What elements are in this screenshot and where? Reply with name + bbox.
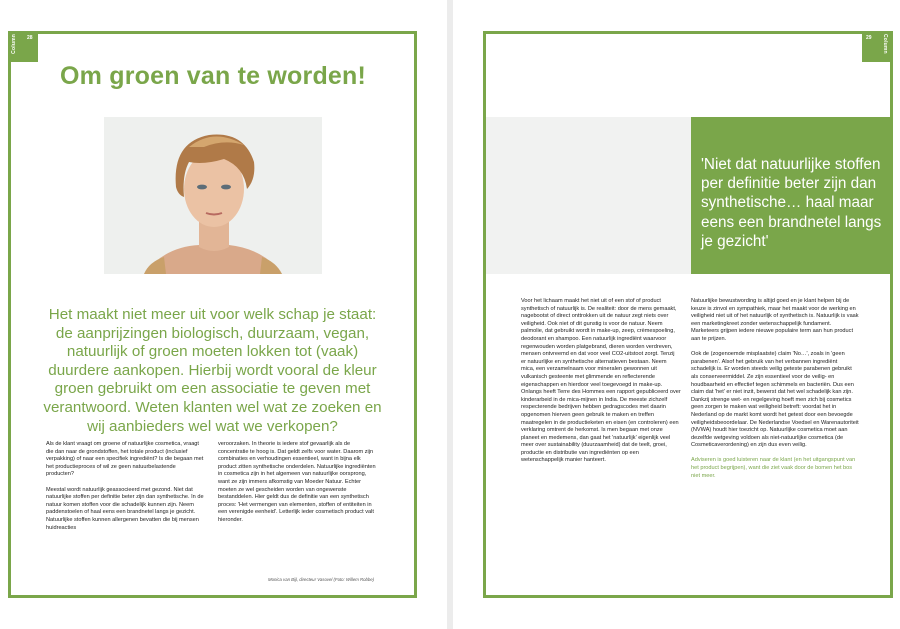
portrait-illustration — [104, 117, 322, 274]
grey-band — [486, 117, 691, 274]
left-column-2 — [218, 441, 378, 532]
pull-quote — [691, 117, 893, 274]
section-tab-label: Column — [11, 34, 17, 54]
left-column-1 — [46, 441, 204, 540]
article-title: Om groen van te worden! — [60, 62, 367, 90]
section-tab-label: Column — [882, 34, 888, 54]
page-number: 28 — [27, 35, 33, 41]
right-page — [453, 0, 900, 629]
right-column-1 — [521, 298, 681, 473]
paragraph: Voor het lichaam maakt het niet uit of een stof of product synthetisch of natuurlijk is. De realiteit: door de mens gemaakt, nagebootst of direct onttrokken uit de natuur zegt niets over veiligheid. Ook niet of dit gunstig is voor de natuur. Neem palmolie, dat gebruikt wordt in make-up, zeep, crèmespoeling, deodorant en shampoo. Een natuurlijk ingrediënt waarvoor regenwouden worden platgebrand, dieren worden verdreven, mensen ontvreemd en dat voor veel CO2-uitstoot zorgt. Tenzij er natuurlijke en synthetische alternatieven bestaan. Neem mica, een verzamelnaam voor mineralen gewonnen uit vulkanisch gesteente met glimmende en reflecterende eigenschappen en hierdoor veel toegevoegd in make-up. Onlangs heeft Terre des Hommes een rapport gepubliceerd over kinderarbeid in de mica-mijnen in India. De meeste zichzelf respecterende bedrijven hebben gedragscodes met daarin opgenomen hierven geen gebruik te maken en treffen maatregelen in de productieketen en eisen (en controleren) een verklaring omtrent de herkomst. Is men begaan met onze planeet en medemens, dan gaat het 'natuurlijk' eigenlijk veel meer over sustainability (duurzaamheid) dat de teelt, groei, productie en distributie van ingrediënten op een wetenschappelijk manier hanteert. — [521, 298, 681, 464]
closing-paragraph: Adviseren is goed luisteren naar de klant (en het uitgangspunt van het product begrijpen), want die ziet vaak door de bomen het bos niet meer. — [691, 457, 856, 479]
paragraph: Als de klant vraagt om groene of natuurlijke cosmetica, vraagt die dan naar de grondstoffen, het totale product (inclusief verpakking) of naar een specifiek ingrediënt? Is die begaan met het productieproces of wil ze geen natuurbelastende producten? — [46, 441, 204, 478]
pull-quote-text: 'Niet dat natuurlijke stoffen per definitie beter zijn dan synthetische… haal maar eens een brandnetel langs je gezicht' — [701, 156, 882, 250]
photo-credit: Monica van Bijl, directeur Vasovel (Foto: Willem Robbe) — [268, 577, 375, 582]
paragraph: Ook de (zogenoemde misplaatste) claim 'No…', zoals in 'geen parabenen'. Alsof het gebruik van het verbannen ingrediënt schadelijk is. Er worden steeds veilig geteste parabenen gebruikt als conserveermiddel. Ze zijn essentieel voor de veilig- en houdbaarheid en effectief tegen schimmels en bacteriën. Dus een claim dat 'het' er niet inzit, bewerst dat het wel schadelijk kan zijn. Dankzij strenge wet- en regelgeving hoeft men zich bij cosmetics geen zorgen te maken wat veiligheid betreft: voordat het in Nederland op de markt komt wordt het getest door een bevoegde veiligheidsbeoordelaar. De Nederlandse Voedsel en Warenautoriteit (NVWA) houdt hier toezicht op. Natuurlijke cosmetica moet aan dezelfde wetgeving voldoen als niet-natuurlijke cosmetica (de Cosmeticaverordening) en zijn dus even veilig. — [691, 351, 859, 449]
right-column-2 — [691, 298, 859, 488]
paragraph: veroorzaken. In theorie is iedere stof gevaarlijk als de concentratie te hoog is. Dat geldt zelfs voor water. Daarom zijn combinaties en verhoudingen essentieel, want in bijna elk product zitten synthetische onderdelen. Natuurlijke ingrediënten in cosmetica zijn in het algemeen van natuurlijke oorsprong, want ze zijn immers afkomstig van Moeder Natuur. Echter moeten ze wel gescheiden worden van ongewenste bestanddelen. Hier geldt dus de definitie van een synthetisch proces: 'Het vermengen van elementen, stoffen of entiteiten in een verenigde eenheid'. Letterlijk ieder cosmetisch product valt hieronder. — [218, 441, 376, 523]
section-tab-left — [8, 31, 38, 62]
section-tab-right — [862, 31, 893, 62]
left-page — [0, 0, 447, 629]
page-number: 29 — [866, 35, 872, 41]
paragraph: Natuurlijke bewustwording is altijd goed en je klant helpen bij de keuze is zinvol en sympathiek, maar het maakt voor de werking en veiligheid niet uit of het natuurlijk of synthetisch is. Natuurlijk is vaak een marketingkreet zonder wetenschappelijk fundament. Marketeers grijpen iedere nieuwe populaire term aan hun product aan te prijzen. — [691, 298, 859, 342]
portrait-photo — [104, 117, 322, 274]
paragraph: Meestal wordt natuurlijk geassocieerd met gezond. Niet dat natuurlijke stoffen per definitie beter zijn dan synthetische. In de natuur komen stoffen voor die schadelijk kunnen zijn. Neem paddenstoelen of haal eens een brandnetel langs je gezicht. Natuurlijke stoffen kunnen allergenen bevatten die bij mensen huidreacties — [46, 486, 204, 531]
intro-text: Het maakt niet meer uit voor welk schap je staat: de aanprijzingen biologisch, duurzaam, vegan, natuurlijk of groen moeten lokken tot (vaak) duurdere aankopen. Hierbij wordt vooral de kleur groen gebruikt om een associatie te geven met verantwoord. Weten klanten wel wat ze zoeken en wij aanbieders wel wat we verkopen? — [43, 306, 382, 435]
